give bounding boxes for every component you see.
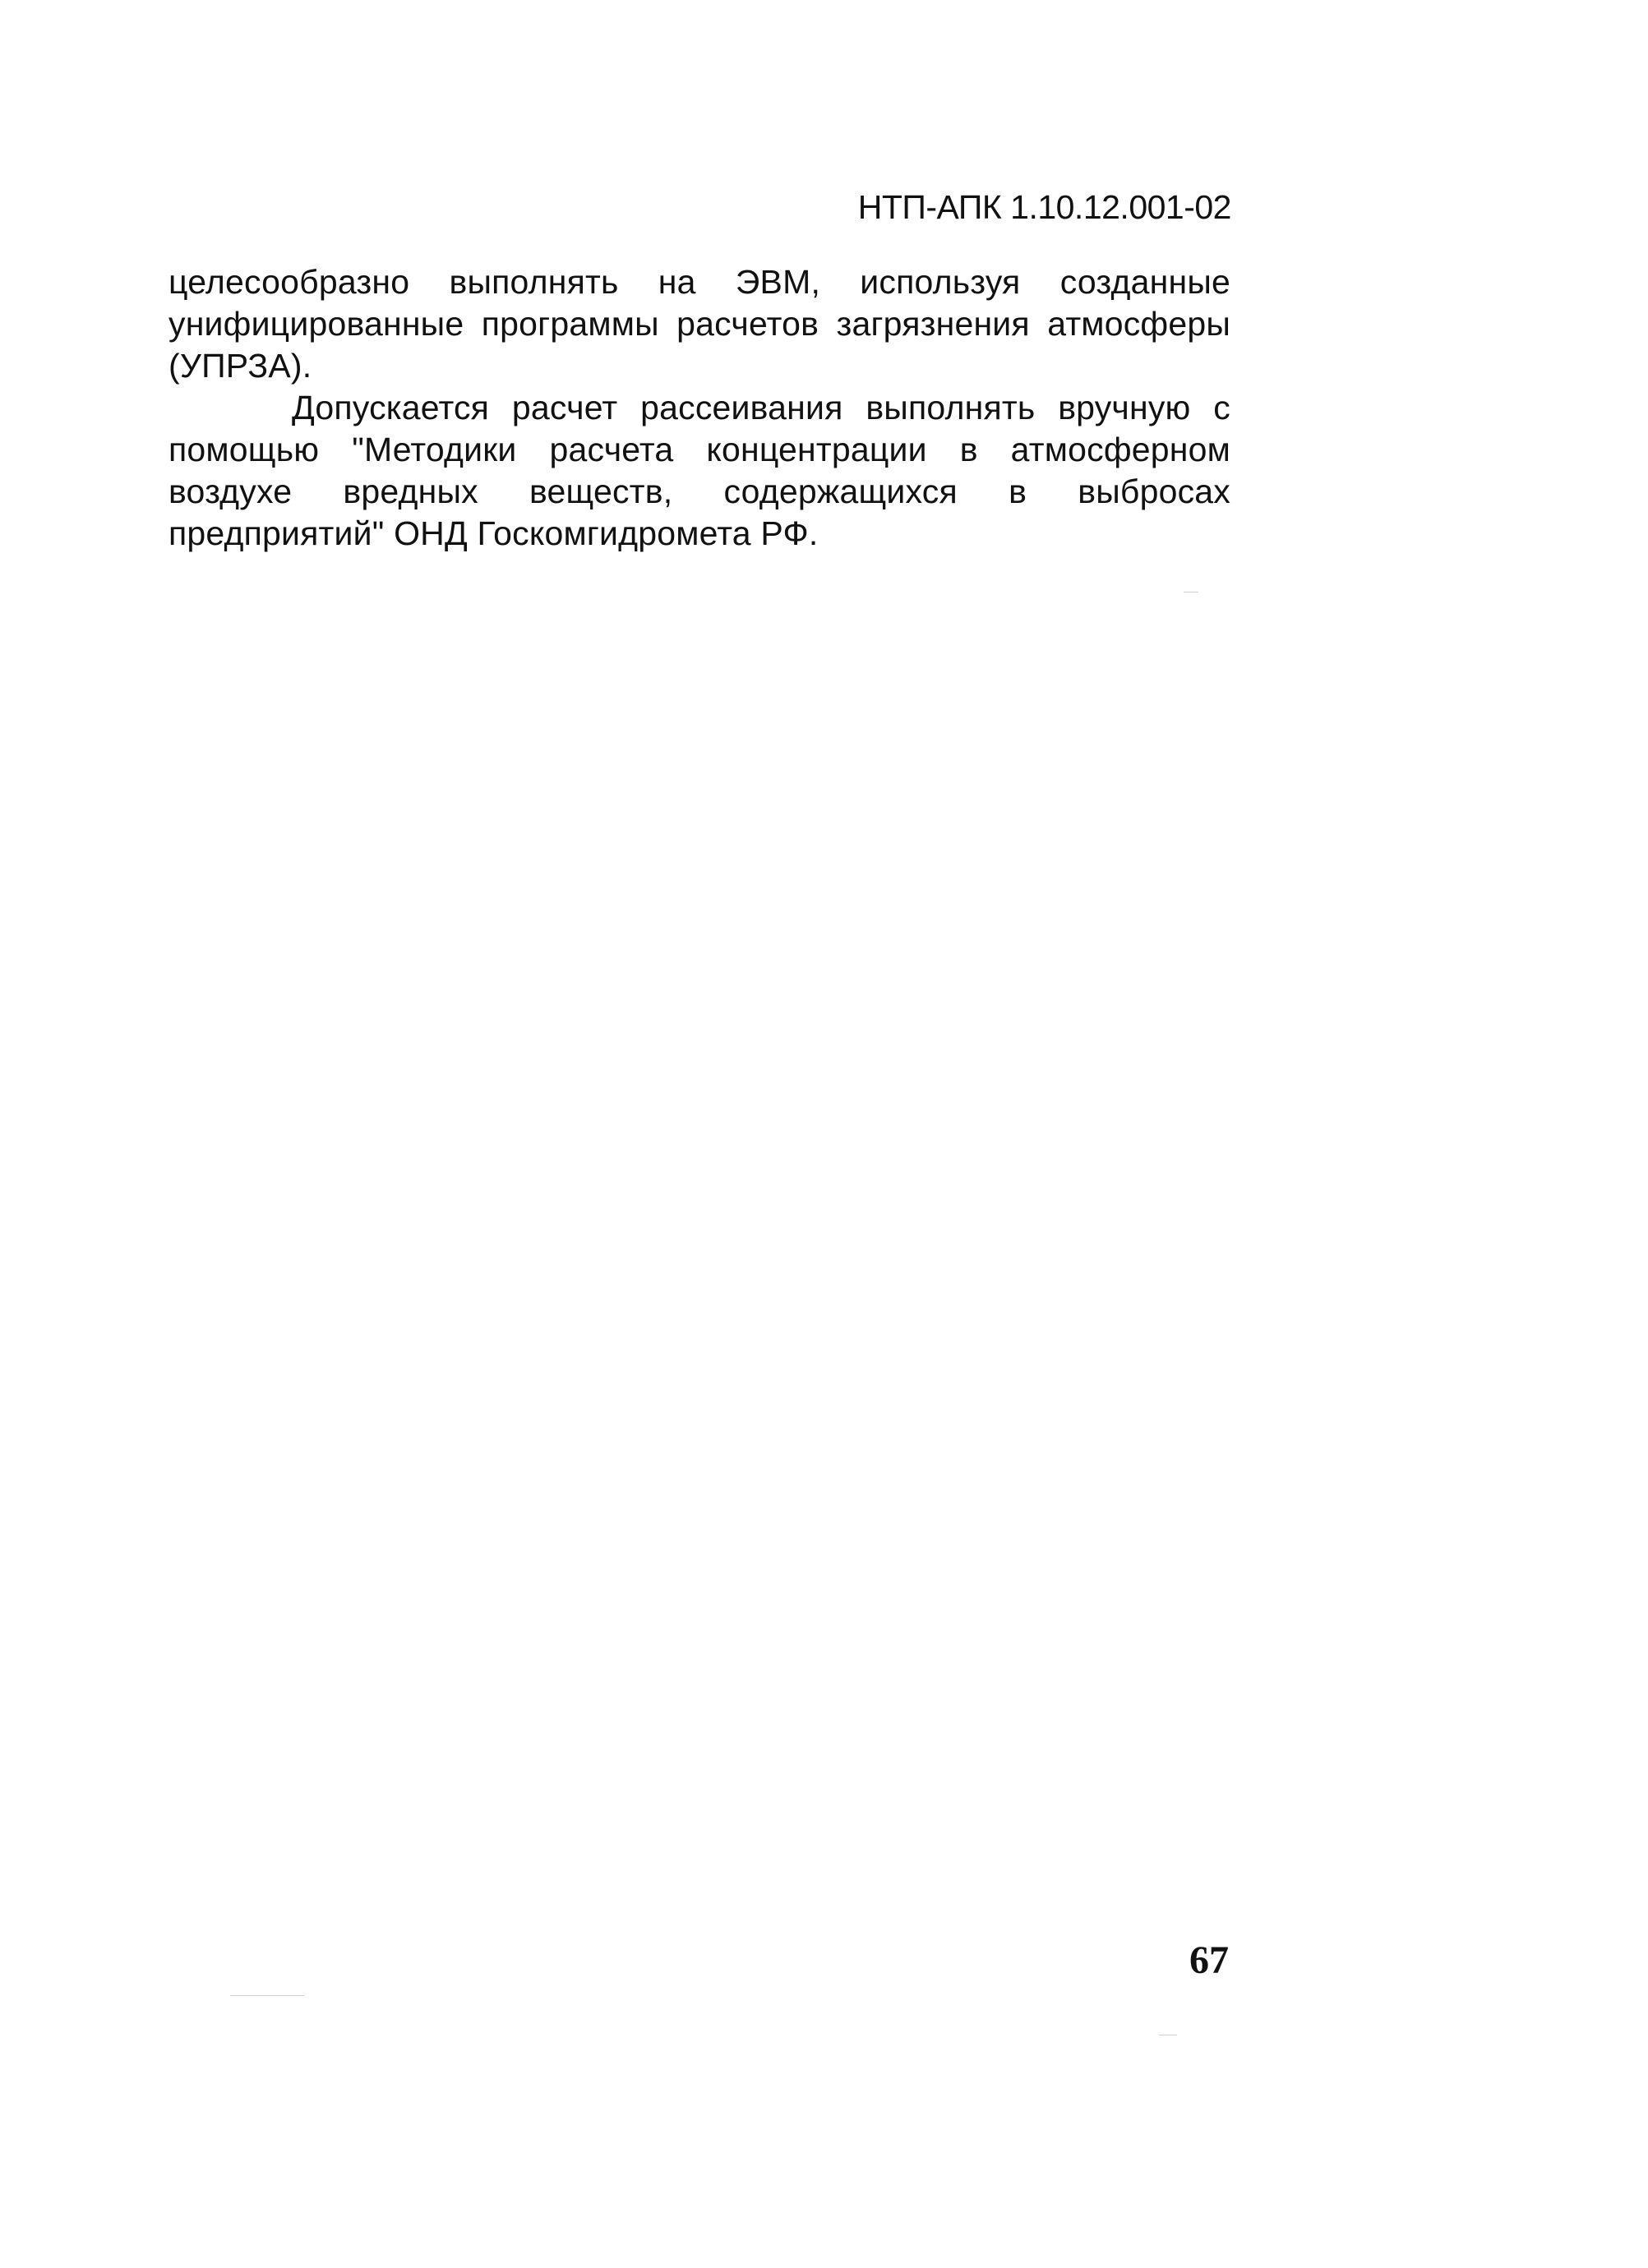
document-code-header: НТП-АПК 1.10.12.001-02 bbox=[857, 188, 1231, 226]
body-text bbox=[168, 261, 1230, 555]
scan-speck bbox=[230, 1995, 304, 1996]
paragraph-2: Допускается расчет рассеивания выполнять вручную с помощью "Методики расчета концентрации в атмосферном воздухе вредных веществ, содержащихся в выбросах предприятий" ОНД Госкомгидромета РФ. bbox=[168, 389, 1230, 552]
page-number: 67 bbox=[1189, 1938, 1229, 1982]
paragraph-1: целесообразно выполнять на ЭВМ, используя созданные унифицированные программы расчетов загрязнения атмосферы (УПРЗА). bbox=[168, 263, 1230, 385]
